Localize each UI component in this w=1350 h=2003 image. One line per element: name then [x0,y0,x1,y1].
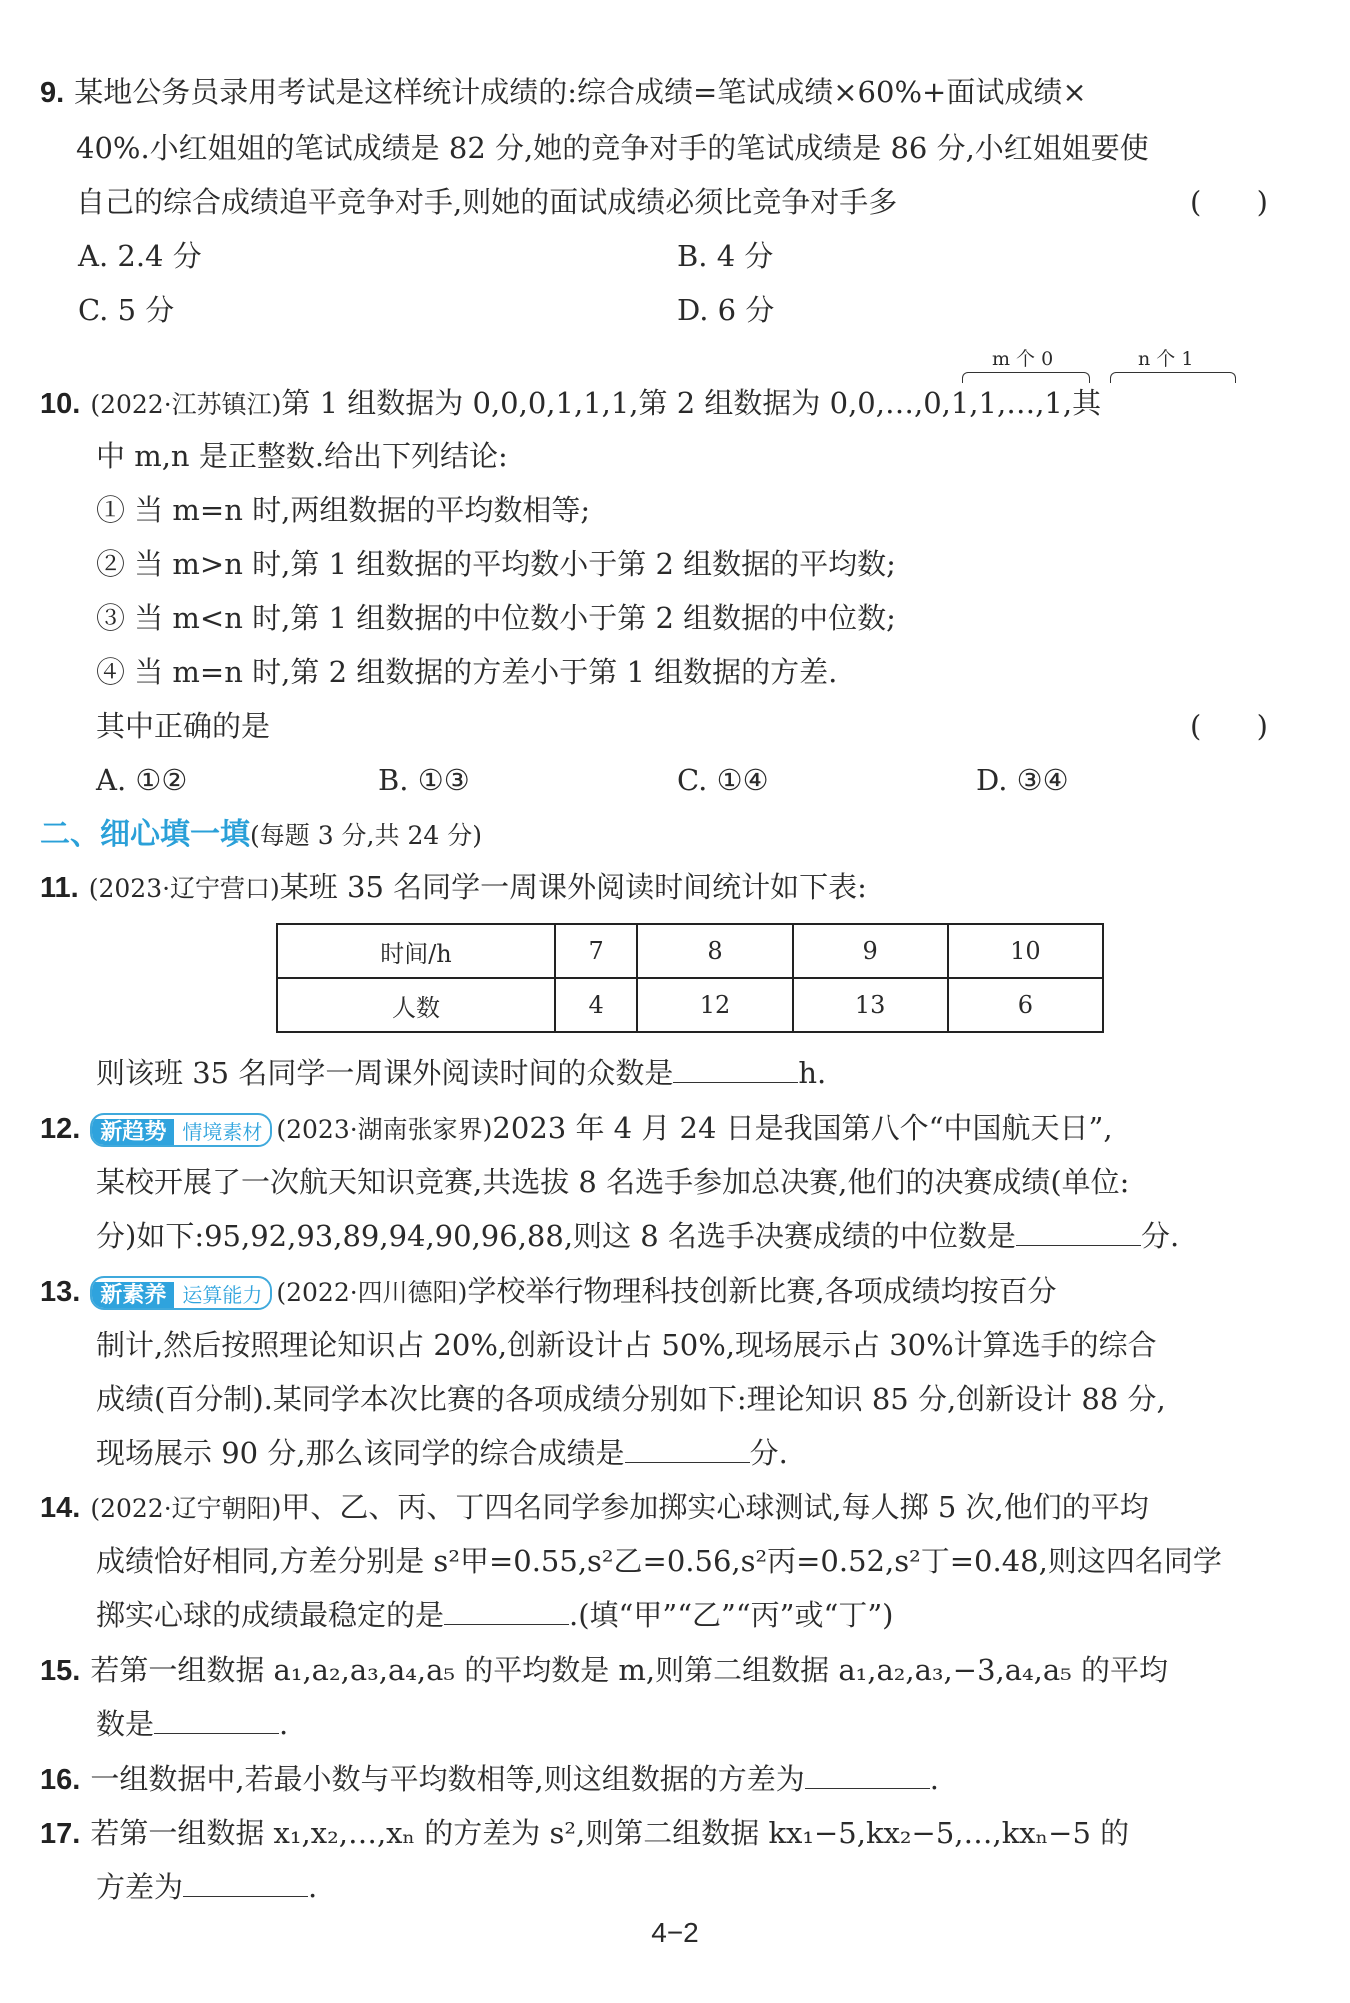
q13-line-4 [96,1433,788,1473]
q11-line-1 [40,867,867,909]
q13-text-1: 学校举行物理科技创新比赛,各项成绩均按百分 [467,1274,1057,1308]
q10-brace-m [962,372,1090,383]
table-cell: 人数 [277,978,555,1032]
q16-text-1: 一组数据中,若最小数与平均数相等,则这组数据的方差为 [90,1762,805,1796]
q10-conclusion-1: ① 当 m=n 时,两组数据的平均数相等; [96,493,591,527]
q10-option-b: B. ①③ [378,763,470,797]
literacy-badge [90,1276,272,1310]
q9-option-d: D. 6 分 [677,293,775,327]
q10-question: 其中正确的是 [96,709,271,743]
q11-unit: h. [798,1056,827,1090]
q17-answer-blank[interactable] [183,1870,308,1897]
q9-line-3: 自己的综合成绩追平竞争对手,则她的面试成绩必须比竞争对手多 [76,185,898,219]
q16-line-1 [40,1759,939,1800]
q17-text-1: 若第一组数据 x₁,x₂,…,xₙ 的方差为 s²,则第二组数据 kx₁−5,kx₂−5,…,kxₙ−5 的 [90,1816,1130,1850]
q14-line-3 [96,1595,893,1635]
q13-line-1 [40,1271,1057,1313]
table-cell: 6 [948,978,1103,1032]
q15-number: 15. [40,1655,81,1687]
q12-line-1 [40,1108,1113,1150]
q13-text-4: 现场展示 90 分,那么该同学的综合成绩是 [96,1436,625,1470]
table-cell: 4 [555,978,637,1032]
q11-line-2 [96,1053,826,1093]
table-row [277,924,1103,978]
q14-hint: .(填“甲”“乙”“丙”或“丁”) [569,1598,894,1632]
q17-line-2 [96,1867,317,1907]
q17-line-1 [40,1813,1129,1854]
q10-conclusion-3: ③ 当 m<n 时,第 1 组数据的中位数小于第 2 组数据的中位数; [96,601,896,635]
q13-number: 13. [40,1276,81,1308]
literacy-badge-sub: 运算能力 [174,1281,270,1309]
q14-line-2: 成绩恰好相同,方差分别是 s²甲=0.55,s²乙=0.56,s²丙=0.52,s²丁=0.48,则这四名同学 [96,1544,1222,1578]
q10-answer-paren: ( ) [1190,709,1268,743]
table-cell: 13 [793,978,948,1032]
section-heading [40,815,482,856]
table-cell: 10 [948,924,1103,978]
table-cell: 12 [637,978,792,1032]
q15-line-2 [96,1704,288,1744]
q10-line-2: 中 m,n 是正整数.给出下列结论: [96,439,508,473]
q12-unit: 分. [1140,1219,1180,1253]
q11-source: (2023·辽宁营口) [88,874,280,903]
q9-line-1 [40,72,1087,113]
q10-text-1: 第 1 组数据为 0,0,0,1,1,1,第 2 组数据为 0,0,…,0,1,1,…,1,其 [281,386,1102,420]
q11-text-1: 某班 35 名同学一周课外阅读时间统计如下表: [279,870,867,904]
q12-answer-blank[interactable] [1016,1219,1141,1246]
table-cell: 9 [793,924,948,978]
q13-source: (2022·四川德阳) [276,1278,468,1307]
q14-answer-blank[interactable] [444,1598,569,1625]
q12-source: (2023·湖南张家界) [276,1115,493,1144]
q16-number: 16. [40,1764,81,1796]
q9-option-a: A. 2.4 分 [78,239,202,273]
literacy-badge-main: 新素养 [92,1282,174,1310]
q16-period: . [929,1762,939,1796]
q15-line-1 [40,1650,1168,1691]
q14-source: (2022·辽宁朝阳) [90,1494,282,1523]
table-cell: 时间/h [277,924,555,978]
q13-answer-blank[interactable] [625,1436,750,1463]
q10-option-c: C. ①④ [677,763,769,797]
q14-line-1 [40,1487,1149,1529]
q12-line-2: 某校开展了一次航天知识竞赛,共选拔 8 名选手参加总决赛,他们的决赛成绩(单位: [96,1165,1130,1199]
q10-option-a: A. ①② [96,763,188,797]
q14-text-1: 甲、乙、丙、丁四名同学参加掷实心球测试,每人掷 5 次,他们的平均 [281,1490,1149,1524]
q13-unit: 分. [749,1436,788,1470]
q10-conclusion-2: ② 当 m>n 时,第 1 组数据的平均数小于第 2 组数据的平均数; [96,547,896,581]
table-cell: 7 [555,924,637,978]
q9-answer-paren: ( ) [1190,185,1268,219]
q12-number: 12. [40,1113,81,1145]
section-title: 二、细心填一填 [40,817,250,852]
q12-text-3: 分)如下:95,92,93,89,94,90,96,88,则这 8 名选手决赛成绩的中位数是 [96,1219,1016,1253]
q13-line-2: 制计,然后按照理论知识占 20%,创新设计占 50%,现场展示占 30%计算选手的综合 [96,1328,1157,1362]
q14-text-3: 掷实心球的成绩最稳定的是 [96,1598,445,1632]
table-cell: 8 [637,924,792,978]
q16-answer-blank[interactable] [805,1762,930,1789]
q10-option-d: D. ③④ [976,763,1069,797]
trend-badge-sub: 情境素材 [174,1118,270,1146]
q15-text-2: 数是 [96,1707,155,1741]
q9-line-2: 40%.小红姐姐的笔试成绩是 82 分,她的竞争对手的笔试成绩是 86 分,小红姐姐要使 [76,131,1149,165]
q9-text-1: 某地公务员录用考试是这样统计成绩的:综合成绩=笔试成绩×60%+面试成绩× [74,75,1087,109]
q9-option-b: B. 4 分 [677,239,774,273]
q11-text-2: 则该班 35 名同学一周课外阅读时间的众数是 [96,1056,674,1090]
q9-option-c: C. 5 分 [78,293,175,327]
q15-answer-blank[interactable] [154,1707,279,1734]
q15-text-1: 若第一组数据 a₁,a₂,a₃,a₄,a₅ 的平均数是 m,则第二组数据 a₁,a₂,a₃,−3,a₄,a₅ 的平均 [90,1653,1169,1687]
trend-badge-main: 新趋势 [92,1119,174,1147]
q17-text-2: 方差为 [96,1870,184,1904]
q10-brace-n-label: n 个 1 [1138,348,1194,370]
q10-line-1 [40,383,1101,425]
q11-answer-blank[interactable] [673,1056,798,1083]
q11-number: 11. [40,872,79,904]
section-note: (每题 3 分,共 24 分) [250,821,482,850]
table-row [277,978,1103,1032]
q10-brace-m-label: m 个 0 [992,348,1054,370]
q9-number: 9. [40,77,65,109]
q10-brace-n [1110,372,1236,383]
q17-number: 17. [40,1818,81,1850]
q17-period: . [308,1870,318,1904]
q12-text-1: 2023 年 4 月 24 日是我国第八个“中国航天日”, [492,1111,1113,1145]
q15-period: . [279,1707,289,1741]
q14-number: 14. [40,1492,81,1524]
page-number: 4−2 [651,1917,699,1948]
q12-line-3 [96,1216,1179,1256]
q13-line-3: 成绩(百分制).某同学本次比赛的各项成绩分别如下:理论知识 85 分,创新设计 88 分, [96,1382,1166,1416]
trend-badge [90,1113,272,1147]
reading-time-table [276,923,1104,1033]
q10-number: 10. [40,388,81,420]
q10-source: (2022·江苏镇江) [90,390,282,419]
q10-conclusion-4: ④ 当 m=n 时,第 2 组数据的方差小于第 1 组数据的方差. [96,655,838,689]
